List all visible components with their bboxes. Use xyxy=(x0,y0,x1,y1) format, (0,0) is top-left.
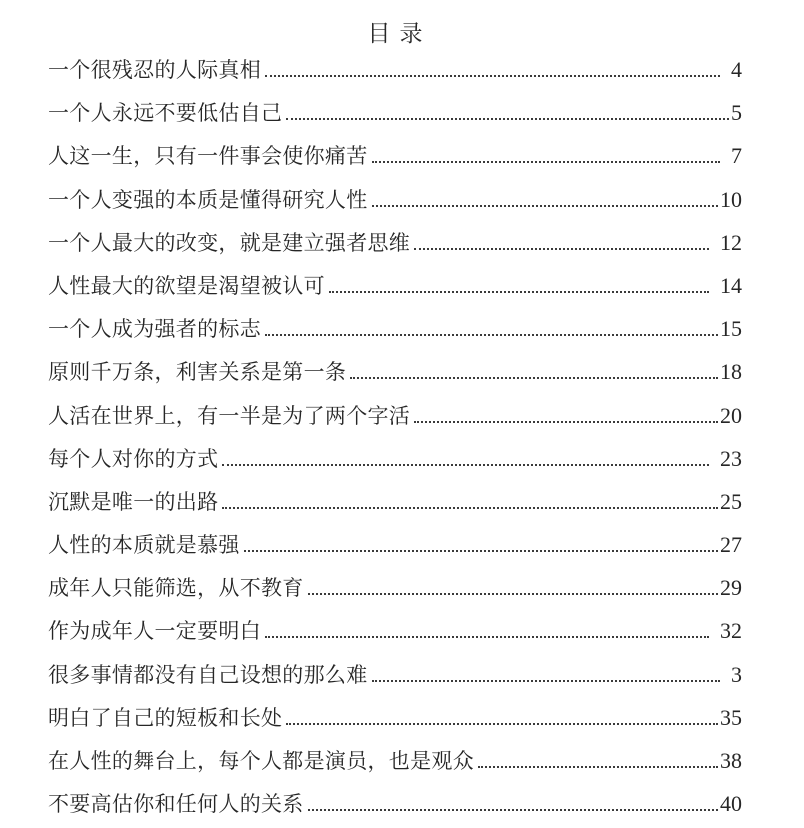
dot-leader-icon xyxy=(372,680,721,682)
toc-entry[interactable] xyxy=(48,264,742,307)
toc-entry-page: 38 xyxy=(720,748,742,773)
toc-entry-page: 40 xyxy=(720,791,742,817)
toc-entry-page: 12 xyxy=(720,229,742,255)
toc-entry-title: 一个人变强的本质是懂得研究人性 xyxy=(48,187,368,212)
toc-entry[interactable] xyxy=(48,221,742,264)
toc-entry-page: 10 xyxy=(720,186,742,212)
dot-leader-icon xyxy=(308,593,718,595)
toc-entry[interactable] xyxy=(48,653,742,696)
dot-leader-icon xyxy=(265,75,720,77)
dot-leader-icon xyxy=(222,464,709,466)
toc-entry[interactable] xyxy=(48,437,742,480)
toc-entry-title: 人这一生，只有一件事会使你痛苦 xyxy=(48,144,368,169)
toc-entry-title: 一个很残忍的人际真相 xyxy=(48,58,261,82)
dot-leader-icon xyxy=(372,205,719,207)
toc-entry-page: 29 xyxy=(720,575,742,601)
dot-leader-icon xyxy=(222,507,718,509)
toc-entry-page: 14 xyxy=(720,272,742,298)
toc-entry-title: 在人性的舞台上，每个人都是演员，也是观众 xyxy=(48,749,474,773)
dot-leader-icon xyxy=(414,248,709,250)
toc-entry-title: 一个人最大的改变，就是建立强者思维 xyxy=(48,230,411,255)
toc-entry-title: 原则千万条，利害关系是第一条 xyxy=(48,360,347,385)
toc-entry-page: 18 xyxy=(720,359,742,385)
toc-entry-title: 一个人永远不要低估自己 xyxy=(48,101,283,126)
dot-leader-icon xyxy=(350,377,718,379)
toc-entry-title: 人性的本质就是慕强 xyxy=(48,533,240,558)
toc-entry[interactable] xyxy=(48,609,742,652)
toc-entry[interactable] xyxy=(48,523,742,566)
toc-entry-title: 作为成年人一定要明白 xyxy=(48,619,261,644)
page-title: 目录 xyxy=(367,21,432,46)
dot-leader-icon xyxy=(286,118,729,120)
toc-entry[interactable] xyxy=(48,134,742,177)
toc-entry-title: 沉默是唯一的出路 xyxy=(48,489,219,514)
toc-entry-title: 不要高估你和任何人的关系 xyxy=(48,792,304,817)
toc-entry[interactable] xyxy=(48,566,742,609)
toc-entry-page: 35 xyxy=(720,704,742,730)
dot-leader-icon xyxy=(265,636,709,638)
toc-entry-page: 3 xyxy=(731,661,742,687)
toc-entry[interactable] xyxy=(48,350,742,393)
toc-entry-title: 成年人只能筛选，从不教育 xyxy=(48,576,304,601)
dot-leader-icon xyxy=(372,161,721,163)
toc-entry[interactable] xyxy=(48,782,742,825)
dot-leader-icon xyxy=(308,809,718,811)
toc-entry[interactable] xyxy=(48,696,742,739)
toc-entry-page: 5 xyxy=(731,100,742,126)
toc-entry-title: 很多事情都没有自己设想的那么难 xyxy=(48,662,368,687)
dot-leader-icon xyxy=(244,550,718,552)
toc-entry[interactable] xyxy=(48,48,742,91)
dot-leader-icon xyxy=(414,421,718,423)
toc-entry-page: 32 xyxy=(720,618,742,644)
dot-leader-icon xyxy=(265,334,718,336)
toc-entry-title: 每个人对你的方式 xyxy=(48,446,219,471)
toc-entry-title: 明白了自己的短板和长处 xyxy=(48,705,283,730)
toc-entry-page: 4 xyxy=(731,57,742,82)
toc-entry[interactable] xyxy=(48,91,742,134)
toc-entry-title: 人性最大的欲望是渴望被认可 xyxy=(48,273,325,298)
toc-entry-title: 人活在世界上，有一半是为了两个字活 xyxy=(48,403,411,428)
toc-entry[interactable] xyxy=(48,739,742,782)
dot-leader-icon xyxy=(329,291,709,293)
toc-entry[interactable] xyxy=(48,307,742,350)
toc-entry-page: 25 xyxy=(720,488,742,514)
toc-entry-page: 23 xyxy=(720,445,742,471)
toc-entry[interactable] xyxy=(48,178,742,221)
toc-list xyxy=(48,48,742,825)
dot-leader-icon xyxy=(286,723,718,725)
toc-entry[interactable] xyxy=(48,394,742,437)
toc-entry-page: 20 xyxy=(720,402,742,428)
toc-entry-title: 一个人成为强者的标志 xyxy=(48,317,261,342)
toc-entry-page: 27 xyxy=(720,532,742,558)
toc-entry-page: 7 xyxy=(731,143,742,169)
toc-entry[interactable] xyxy=(48,480,742,523)
toc-entry-page: 15 xyxy=(720,316,742,342)
dot-leader-icon xyxy=(478,766,718,768)
